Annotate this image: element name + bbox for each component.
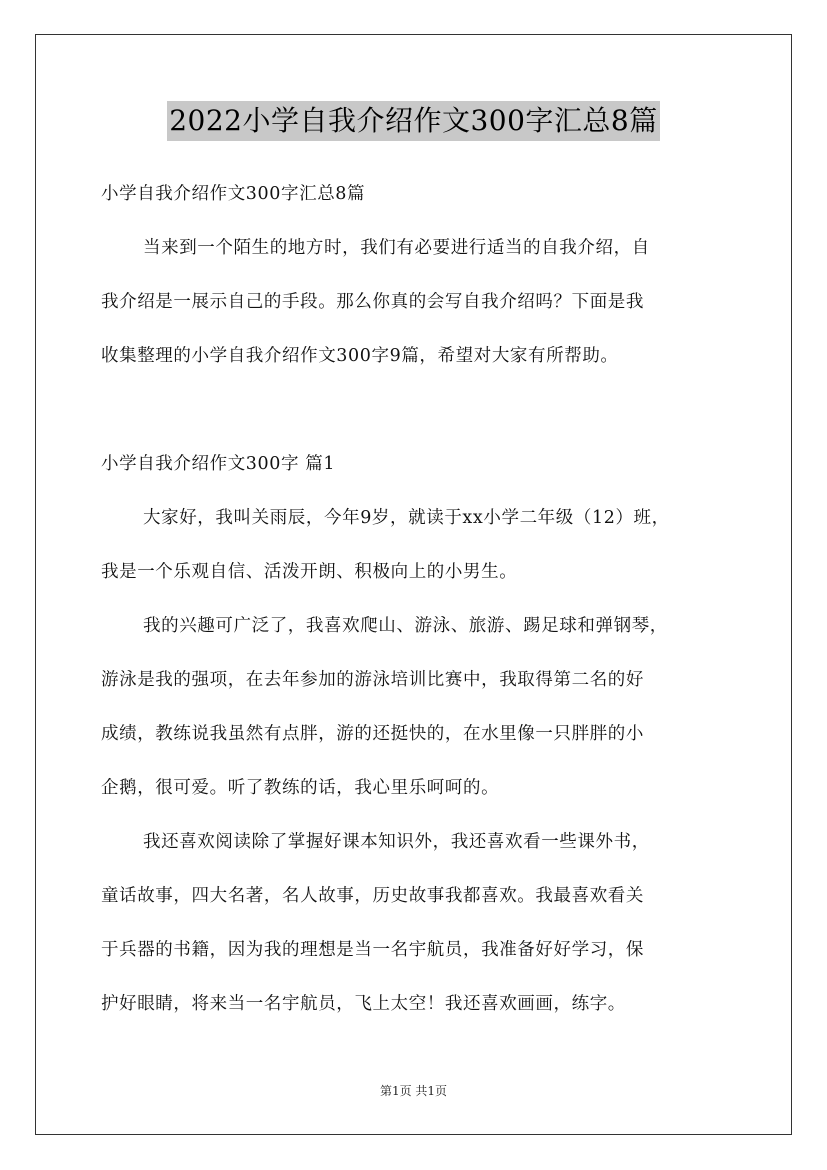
paragraph-1-line-1: 大家好，我叫关雨辰，今年9岁，就读于xx小学二年级（12）班， bbox=[143, 508, 670, 528]
document-title: 2022小学自我介绍作文300字汇总8篇 bbox=[167, 101, 660, 141]
page-footer: 第1页 共1页 bbox=[379, 1084, 448, 1098]
paragraph-2-line-2: 游泳是我的强项，在去年参加的游泳培训比赛中，我取得第二名的好 bbox=[101, 670, 644, 690]
subtitle-line: 小学自我介绍作文300字汇总8篇 bbox=[101, 184, 366, 204]
paragraph-3-line-4: 护好眼睛，将来当一名宇航员，飞上太空！我还喜欢画画，练字。 bbox=[101, 994, 626, 1014]
paragraph-2-line-4: 企鹅，很可爱。听了教练的话，我心里乐呵呵的。 bbox=[101, 778, 500, 798]
intro-line-1: 当来到一个陌生的地方时，我们有必要进行适当的自我介绍，自 bbox=[143, 238, 650, 258]
intro-line-3: 收集整理的小学自我介绍作文300字9篇，希望对大家有所帮助。 bbox=[101, 346, 619, 366]
paragraph-3-line-1: 我还喜欢阅读除了掌握好课本知识外，我还喜欢看一些课外书， bbox=[143, 832, 650, 852]
paragraph-2-line-1: 我的兴趣可广泛了，我喜欢爬山、游泳、旅游、踢足球和弹钢琴， bbox=[143, 616, 668, 636]
paragraph-3-line-3: 于兵器的书籍，因为我的理想是当一名宇航员，我准备好好学习，保 bbox=[101, 940, 644, 960]
section-heading: 小学自我介绍作文300字 篇1 bbox=[101, 454, 336, 474]
paragraph-1-line-2: 我是一个乐观自信、活泼开朗、积极向上的小男生。 bbox=[101, 562, 518, 582]
title-container bbox=[0, 101, 827, 141]
paragraph-3-line-2: 童话故事，四大名著，名人故事，历史故事我都喜欢。我最喜欢看关 bbox=[101, 886, 644, 906]
paragraph-2-line-3: 成绩，教练说我虽然有点胖，游的还挺快的，在水里像一只胖胖的小 bbox=[101, 724, 644, 744]
intro-line-2: 我介绍是一展示自己的手段。那么你真的会写自我介绍吗？下面是我 bbox=[101, 292, 644, 312]
